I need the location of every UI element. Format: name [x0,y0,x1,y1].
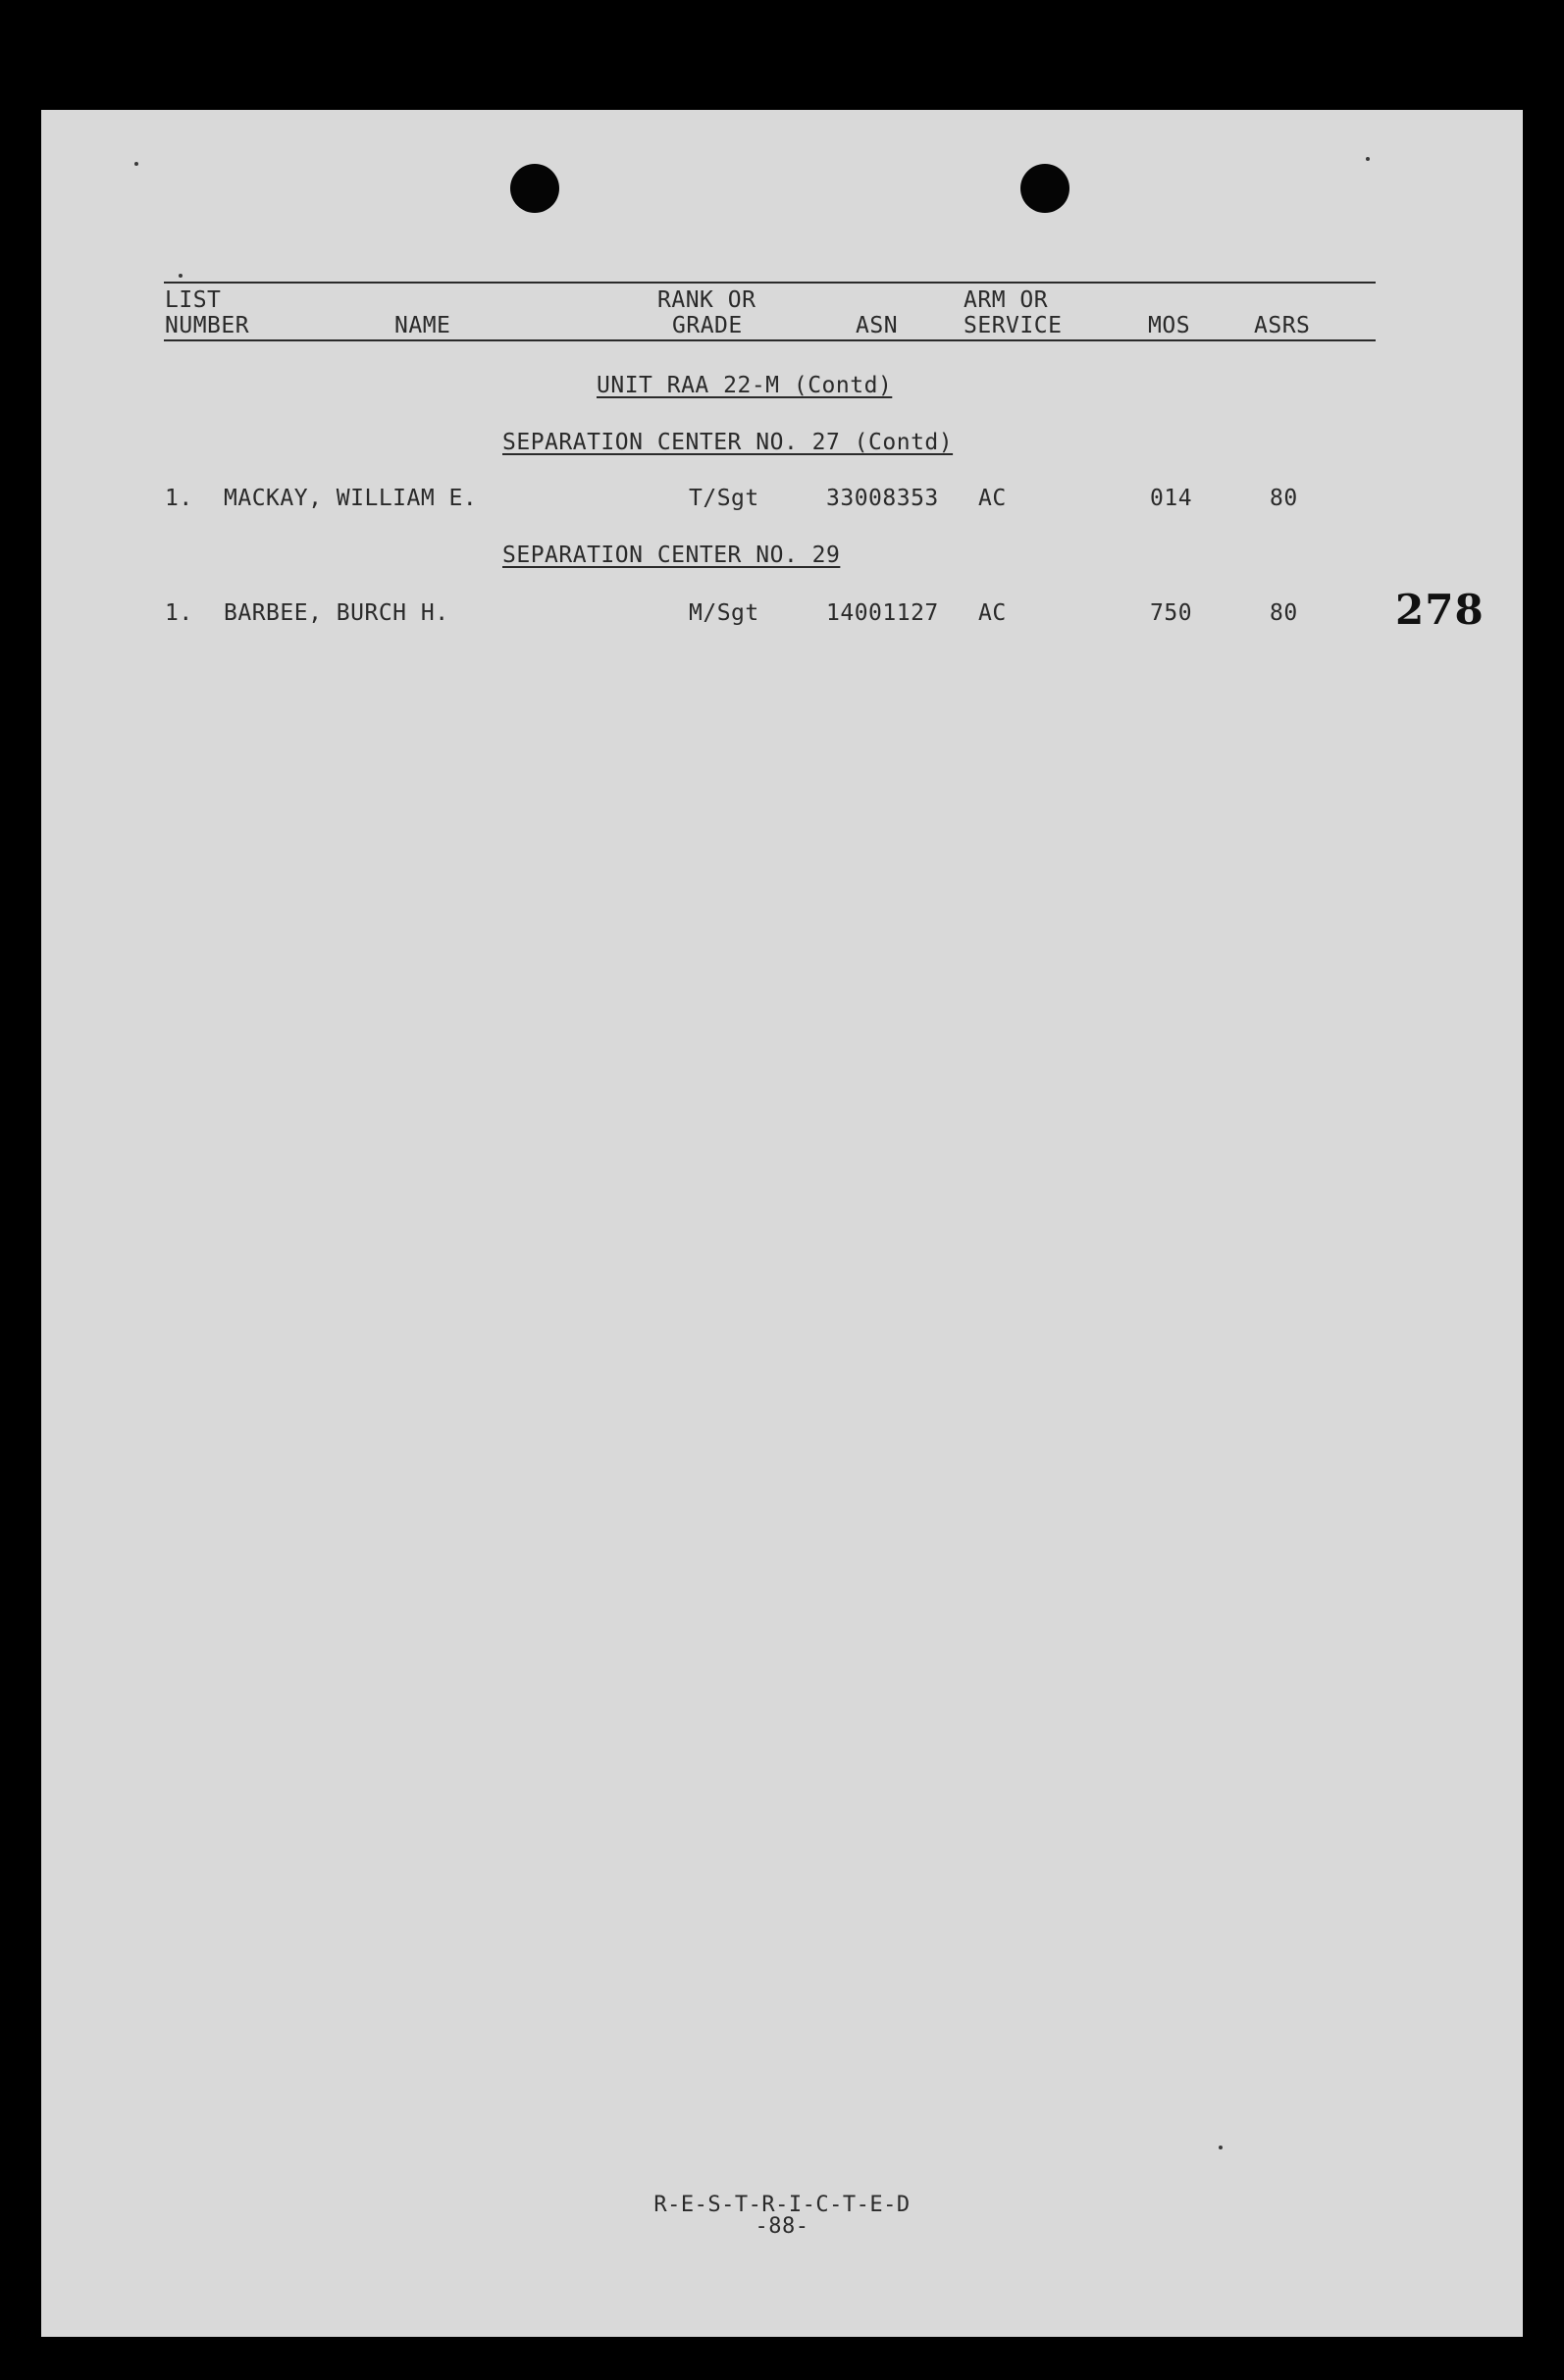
row-asrs: 80 [1270,600,1298,626]
header-rank-line2: GRADE [672,313,743,338]
footer-page-number: -88- [755,2214,809,2239]
header-top-rule [164,282,1376,284]
row-rank: M/Sgt [689,600,759,626]
row-asrs: 80 [1270,486,1298,511]
footer-classification: R-E-S-T-R-I-C-T-E-D [653,2193,911,2217]
header-rank-line1: RANK OR [657,287,756,313]
row-arm: AC [978,600,1007,626]
section-heading: SEPARATION CENTER NO. 29 [502,543,841,568]
row-mos: 014 [1150,486,1193,511]
row-number: 1. [165,600,193,626]
row-asn: 14001127 [826,600,939,626]
header-asrs: ASRS [1254,313,1311,338]
punch-hole-left [510,164,559,213]
row-rank: T/Sgt [689,486,759,511]
header-arm-line2: SERVICE [964,313,1063,338]
row-arm: AC [978,486,1007,511]
row-name: BARBEE, BURCH H. [224,600,449,626]
header-list-number-line2: NUMBER [165,313,250,338]
row-mos: 750 [1150,600,1193,626]
row-asn: 33008353 [826,486,939,511]
punch-hole-right [1020,164,1069,213]
section-heading: SEPARATION CENTER NO. 27 (Contd) [502,430,954,455]
header-bottom-rule [164,339,1376,341]
header-name: NAME [394,313,451,338]
header-mos: MOS [1148,313,1191,338]
row-name: MACKAY, WILLIAM E. [224,486,478,511]
header-list-number-line1: LIST [165,287,222,313]
speck-mark [179,274,182,278]
unit-heading: UNIT RAA 22-M (Contd) [597,373,893,398]
page-stamp-number: 278 [1395,586,1485,634]
speck-mark [1366,157,1370,161]
document-page [41,110,1523,2337]
row-number: 1. [165,486,193,511]
header-arm-line1: ARM OR [964,287,1049,313]
speck-mark [1219,2146,1223,2149]
speck-mark [134,162,138,166]
header-asn: ASN [856,313,899,338]
